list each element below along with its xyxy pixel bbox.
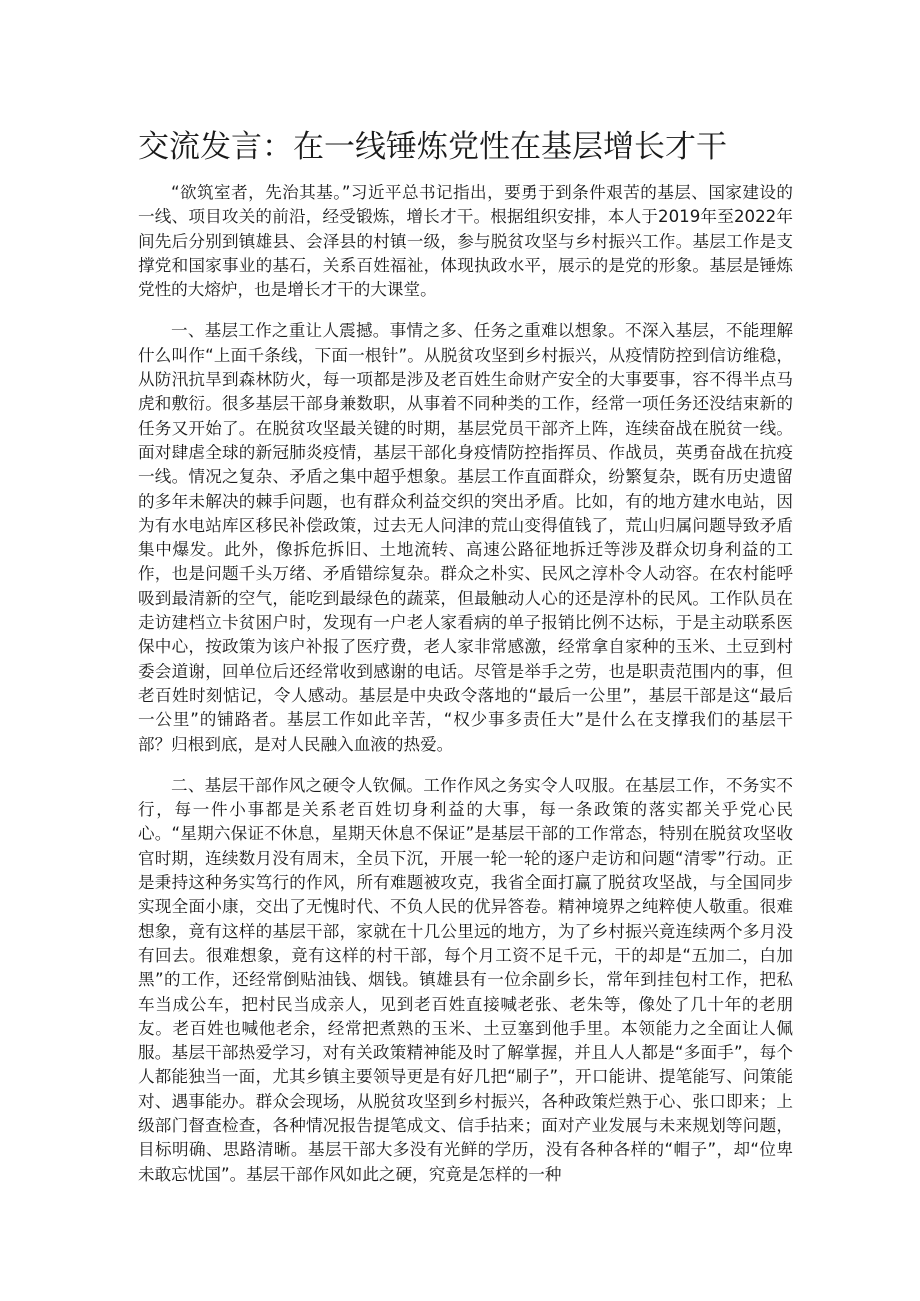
- paragraph-section-two: 二、基层干部作风之硬令人钦佩。工作作风之务实令人叹服。在基层工作，不务实不行，每一件小事都是关系老百姓切身利益的大事，每一条政策的落实都关乎党心民心。“星期六保证不休息，星期天休息不保证”是基层干部的工作常态，特别在脱贫攻坚收官时期，连续数月没有周末，全员下沉，开展一轮一轮的逐户走访和问题“清零”行动。正是秉持这种务实笃行的作风，所有难题被攻克，我省全面打赢了脱贫攻坚战，与全国同步实现全面小康，交出了无愧时代、不负人民的优异答卷。精神境界之纯粹使人敬重。很难想象，竟有这样的基层干部，家就在十几公里远的地方，为了乡村振兴竟连续两个多月没有回去。很难想象，竟有这样的村干部，每个月工资不足千元，干的却是“五加二，白加黑”的工作，还经常倒贴油钱、烟钱。镇雄县有一位余副乡长，常年到挂包村工作，把私车当成公车，把村民当成亲人，见到老百姓直接喊老张、老朱等，像处了几十年的老朋友。老百姓也喊他老余，经常把煮熟的玉米、土豆塞到他手里。本领能力之全面让人佩服。基层干部热爱学习，对有关政策精神能及时了解掌握，并且人人都是“多面手”，每个人都能独当一面，尤其乡镇主要领导更是有好几把“刷子”，开口能讲、提笔能写、问策能对、遇事能办。群众会现场，从脱贫攻坚到乡村振兴，各种政策烂熟于心、张口即来；上级部门督查检查，各种情况报告提笔成文、信手拈来；面对产业发展与未来规划等问题，目标明确、思路清晰。基层干部大多没有光鲜的学历，没有各种各样的“帽子”，却“位卑未敢忘忧国”。基层干部作风如此之硬，究竟是怎样的一种: [138, 775, 793, 1184]
- document-body: [138, 181, 793, 1204]
- document-title: 交流发言：在一线锤炼党性在基层增长才干: [138, 129, 727, 165]
- paragraph-section-one: 一、基层工作之重让人震撼。事情之多、任务之重难以想象。不深入基层，不能理解什么叫作“上面千条线，下面一根针”。从脱贫攻坚到乡村振兴，从疫情防控到信访维稳，从防汛抗旱到森林防火，每一项都是涉及老百姓生命财产安全的大事要事，容不得半点马虎和敷衍。很多基层干部身兼数职，从事着不同种类的工作，经常一项任务还没结束新的任务又开始了。在脱贫攻坚最关键的时期，基层党员干部齐上阵，连续奋战在脱贫一线。面对肆虐全球的新冠肺炎疫情，基层干部化身疫情防控指挥员、作战员，英勇奋战在抗疫一线。情况之复杂、矛盾之集中超乎想象。基层工作直面群众，纷繁复杂，既有历史遗留的多年未解决的棘手问题，也有群众利益交织的突出矛盾。比如，有的地方建水电站，因为有水电站库区移民补偿政策，过去无人问津的荒山变得值钱了，荒山归属问题导致矛盾集中爆发。此外，像拆危拆旧、土地流转、高速公路征地拆迁等涉及群众切身利益的工作，也是问题千头万绪、矛盾错综复杂。群众之朴实、民风之淳朴令人动容。在农村能呼吸到最清新的空气，能吃到最绿色的蔬菜，但最触动人心的还是淳朴的民风。工作队员在走访建档立卡贫困户时，发现有一户老人家看病的单子报销比例不达标，于是主动联系医保中心，按政策为该户补报了医疗费，老人家非常感激，经常拿自家种的玉米、土豆到村委会道谢，回单位后还经常收到感谢的电话。尽管是举手之劳，也是职责范围内的事，但老百姓时刻惦记，令人感动。基层是中央政令落地的“最后一公里”，基层干部是这“最后一公里”的铺路者。基层工作如此辛苦，“权少事多责任大”是什么在支撑我们的基层干部？归根到底，是对人民融入血液的热爱。: [138, 321, 793, 754]
- paragraph-intro: “欲筑室者，先治其基。”习近平总书记指出，要勇于到条件艰苦的基层、国家建设的一线、项目攻关的前沿，经受锻炼，增长才干。根据组织安排，本人于2019年至2022年间先后分别到镇雄县、会泽县的村镇一级，参与脱贫攻坚与乡村振兴工作。基层工作是支撑党和国家事业的基石，关系百姓福祉，体现执政水平，展示的是党的形象。基层是锤炼党性的大熔炉，也是增长才干的大课堂。: [138, 183, 793, 300]
